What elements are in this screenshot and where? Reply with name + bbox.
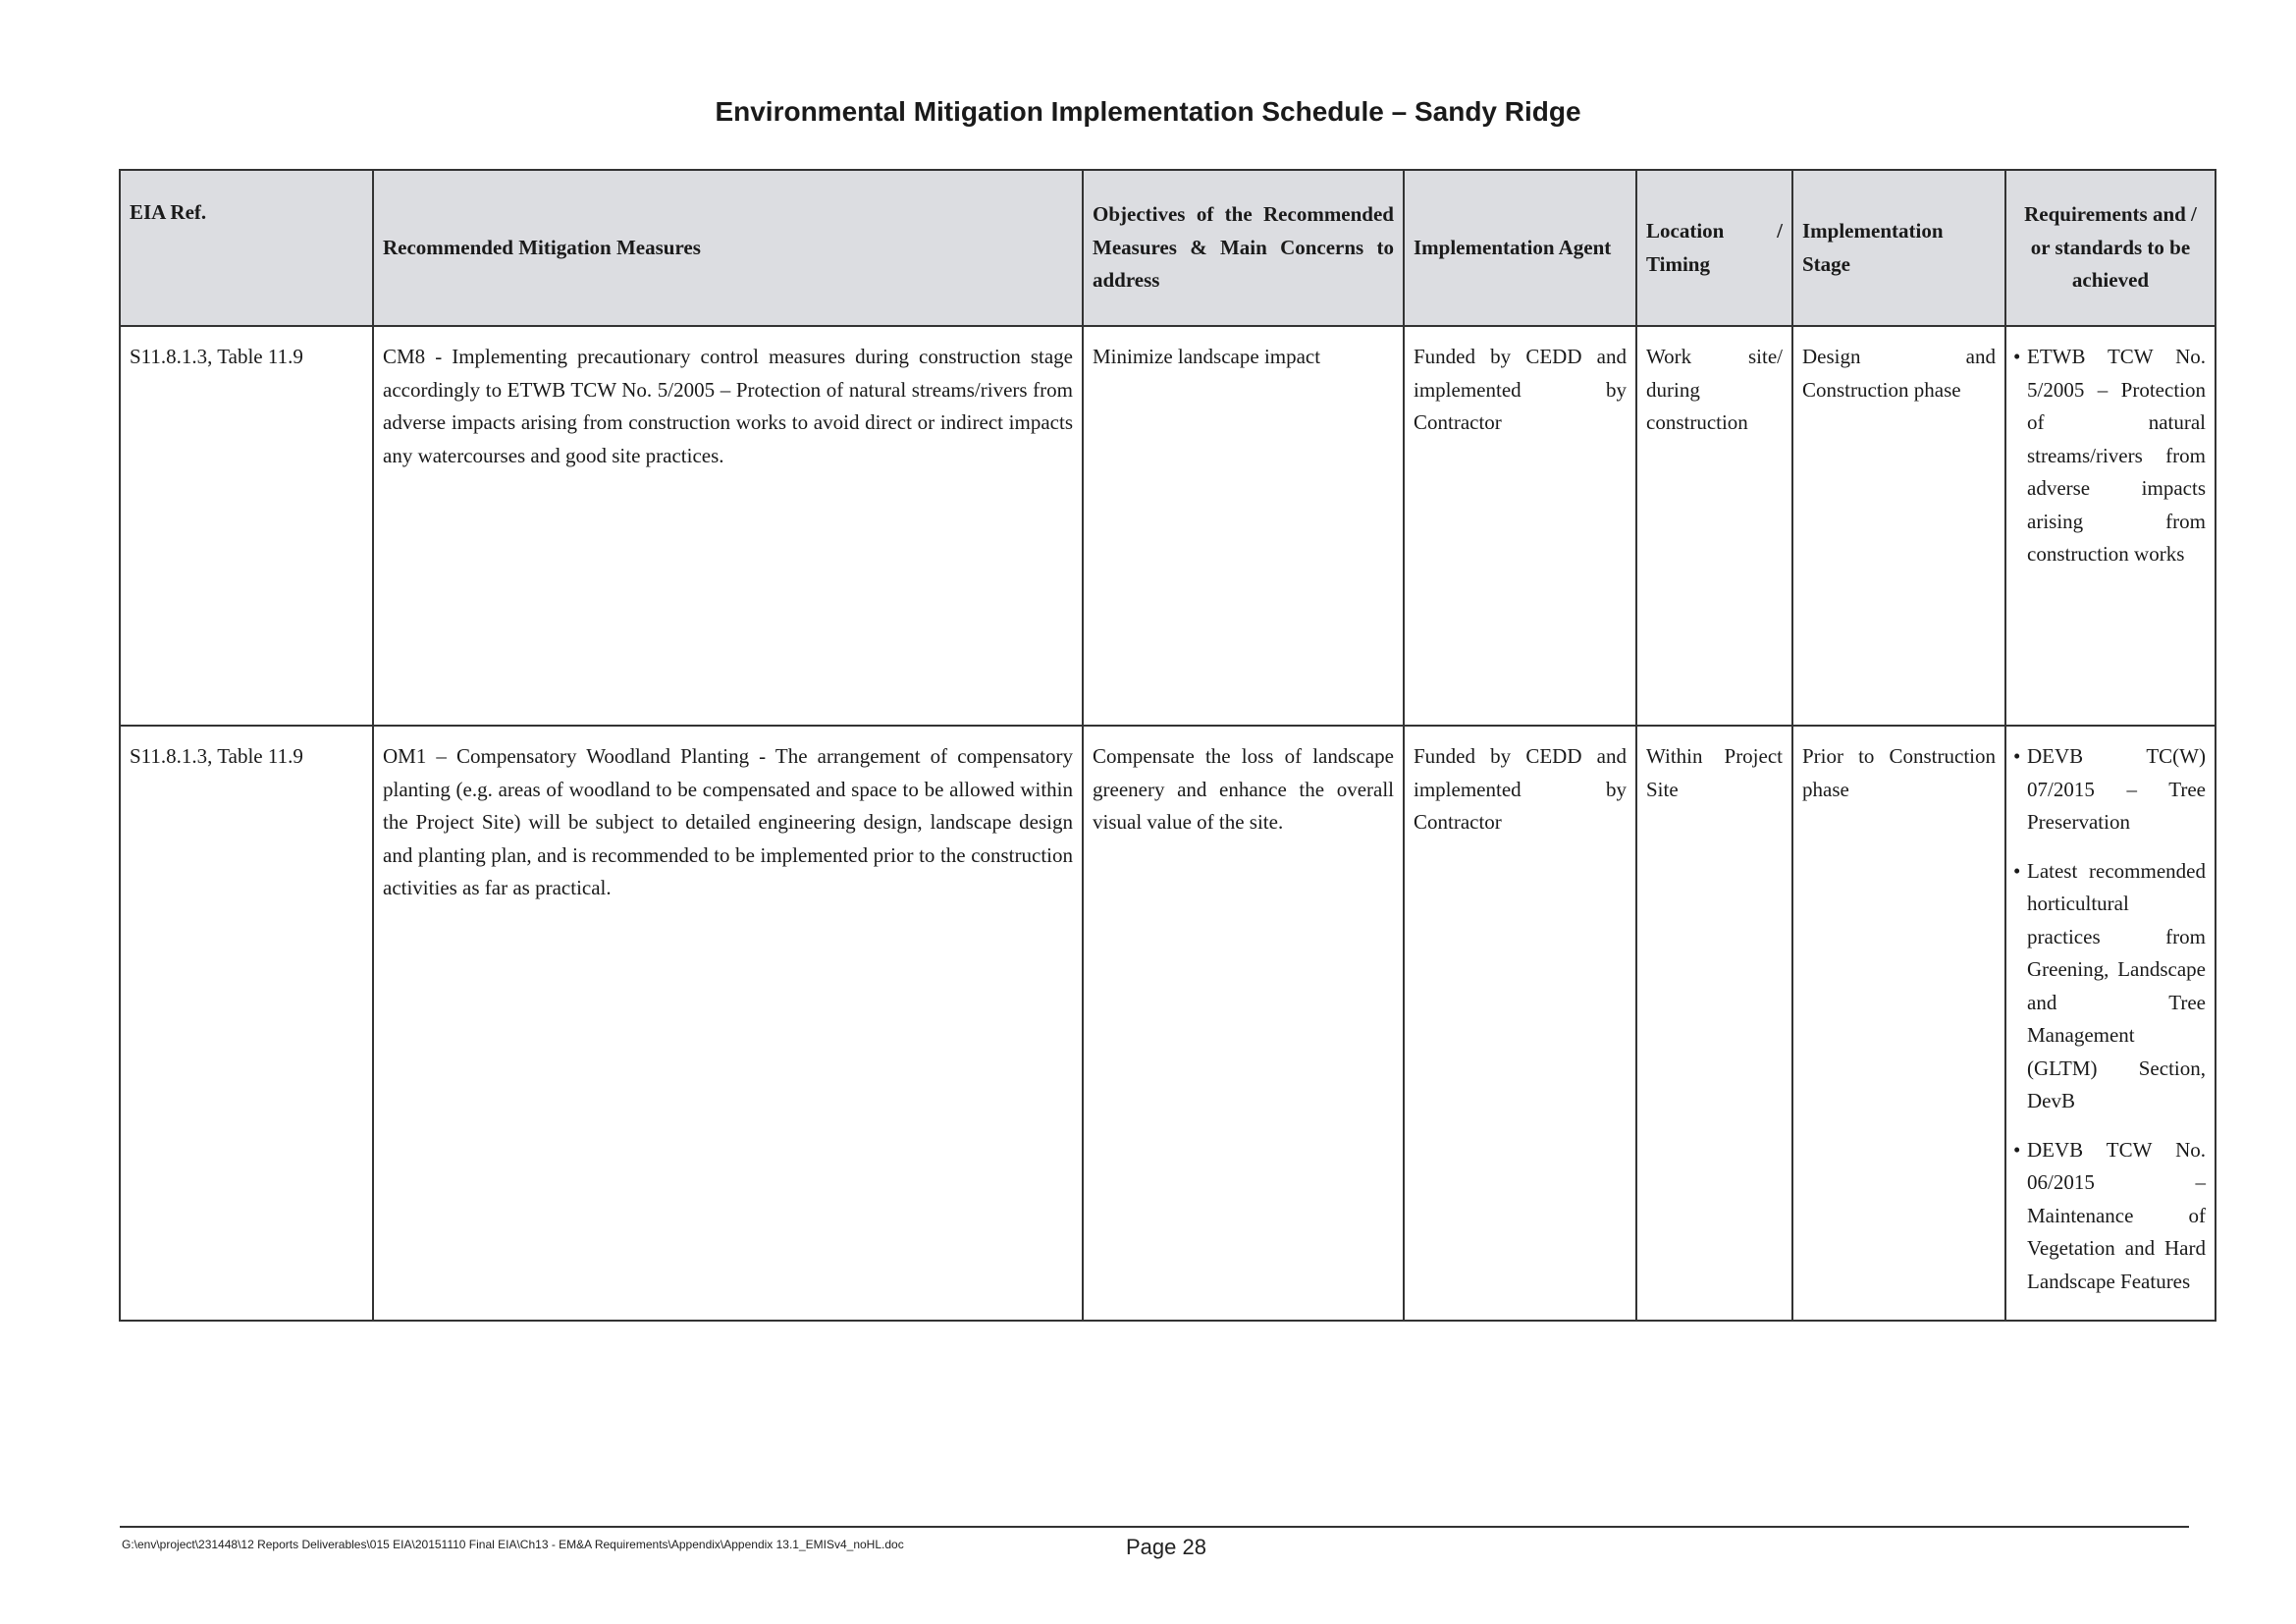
footer-divider — [120, 1526, 2189, 1528]
table-row — [120, 726, 2216, 1321]
cell-measures: OM1 – Compensatory Woodland Planting - The arrangement of compensatory planting (e.g. areas of woodland to be compensated and space to be allowed within the Project Site) will be subject to detailed engineering design, landscape design and planting plan, and is recommended to be implemented prior to the construction activities as far as practical. — [373, 726, 1083, 1321]
cell-location: Work site/ during construction — [1636, 326, 1792, 726]
cell-location: Within Project Site — [1636, 726, 1792, 1321]
header-eia-ref: EIA Ref. — [120, 170, 373, 326]
cell-stage: Design and Construction phase — [1792, 326, 2005, 726]
cell-requirements — [2005, 726, 2216, 1321]
table-header-row — [120, 170, 2216, 326]
cell-eia-ref: S11.8.1.3, Table 11.9 — [120, 326, 373, 726]
requirement-item: • Latest recommended horticultural practices from Greening, Landscape and Tree Management (GLTM) Section, DevB — [2015, 855, 2206, 1118]
table-row — [120, 326, 2216, 726]
cell-measures: CM8 - Implementing precautionary control measures during construction stage accordingly to ETWB TCW No. 5/2005 – Protection of natural streams/rivers from adverse impacts arising from construction works to avoid direct or indirect impacts any watercourses and good site practices. — [373, 326, 1083, 726]
bullet-icon: • — [2013, 1137, 2021, 1162]
requirements-list — [2015, 740, 2206, 1298]
cell-eia-ref: S11.8.1.3, Table 11.9 — [120, 726, 373, 1321]
cell-stage: Prior to Construction phase — [1792, 726, 2005, 1321]
header-stage: Implementation Stage — [1792, 170, 2005, 326]
header-requirements: Requirements and / or standards to be achieved — [2005, 170, 2216, 326]
requirement-item: • DEVB TC(W) 07/2015 – Tree Preservation — [2015, 740, 2206, 839]
cell-agent: Funded by CEDD and implemented by Contractor — [1404, 726, 1636, 1321]
requirement-item: • DEVB TCW No. 06/2015 – Maintenance of Vegetation and Hard Landscape Features — [2015, 1134, 2206, 1299]
page-title: Environmental Mitigation Implementation Schedule – Sandy Ridge — [715, 96, 1581, 127]
requirement-item: • ETWB TCW No. 5/2005 – Protection of natural streams/rivers from adverse impacts arising from construction works — [2015, 341, 2206, 571]
cell-requirements — [2005, 326, 2216, 726]
cell-agent: Funded by CEDD and implemented by Contractor — [1404, 326, 1636, 726]
header-agent: Implementation Agent — [1404, 170, 1636, 326]
mitigation-schedule-table — [119, 169, 2216, 1322]
bullet-icon: • — [2013, 858, 2021, 883]
footer-file-path: G:\env\project\231448\12 Reports Deliverables\015 EIA\20151110 Final EIA\Ch13 - EM&A Requirements\Appendix\Appendix 13.1_EMISv4_noHL.doc — [122, 1538, 904, 1551]
header-measures: Recommended Mitigation Measures — [373, 170, 1083, 326]
header-location: Location / Timing — [1636, 170, 1792, 326]
cell-objectives: Minimize landscape impact — [1083, 326, 1404, 726]
requirements-list — [2015, 341, 2206, 571]
cell-objectives: Compensate the loss of landscape greenery and enhance the overall visual value of the site. — [1083, 726, 1404, 1321]
header-objectives: Objectives of the Recommended Measures & Main Concerns to address — [1083, 170, 1404, 326]
page-number: Page 28 — [1126, 1535, 1206, 1559]
bullet-icon: • — [2013, 345, 2021, 368]
bullet-icon: • — [2013, 744, 2021, 768]
